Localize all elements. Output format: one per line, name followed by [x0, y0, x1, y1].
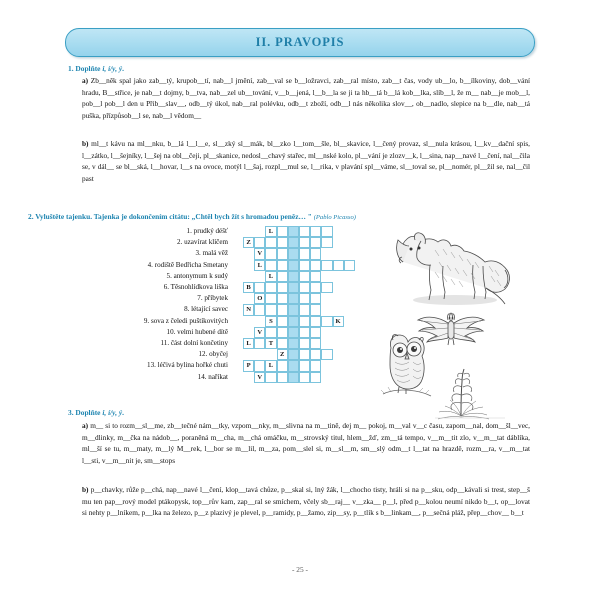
chapter-banner [65, 28, 535, 57]
crossword-cell[interactable] [254, 304, 265, 315]
crossword-cell[interactable] [277, 282, 288, 293]
crossword-cell[interactable] [265, 282, 276, 293]
crossword-cell[interactable] [310, 248, 321, 259]
crossword-cell[interactable]: L [254, 260, 265, 271]
crossword-cell[interactable] [310, 237, 321, 248]
crossword-cell[interactable] [321, 282, 332, 293]
crossword-cell[interactable] [299, 304, 310, 315]
crossword-cell[interactable] [277, 237, 288, 248]
crossword-cell[interactable] [265, 248, 276, 259]
fox-illustration [385, 232, 515, 310]
exercise-2-quote: „Chtěl bych žít s hromadou peněz… " [191, 212, 312, 221]
crossword-cell[interactable] [299, 338, 310, 349]
crossword-row [265, 271, 321, 282]
crossword-cell-solution[interactable] [288, 316, 299, 327]
crossword-cell[interactable] [299, 360, 310, 371]
crossword-cell[interactable] [265, 293, 276, 304]
crossword-row [254, 260, 355, 271]
crossword-cell[interactable] [277, 304, 288, 315]
chapter-title: II. PRAVOPIS [255, 35, 345, 49]
crossword-cell-solution[interactable] [288, 372, 299, 383]
crossword-cell[interactable] [299, 260, 310, 271]
crossword-cell[interactable] [310, 327, 321, 338]
crossword-cell[interactable] [299, 271, 310, 282]
crossword-cell[interactable] [277, 293, 288, 304]
crossword-cell[interactable] [277, 248, 288, 259]
crossword-cell-solution[interactable] [288, 349, 299, 360]
crossword-cell[interactable] [310, 349, 321, 360]
crossword-cell[interactable] [265, 327, 276, 338]
crossword-cell[interactable]: L [265, 271, 276, 282]
crossword-clue: 8. létající savec [184, 305, 228, 314]
exercise-3-item-b [82, 484, 530, 519]
crossword-row [254, 327, 321, 338]
crossword-cell-solution[interactable] [288, 360, 299, 371]
crossword-cell[interactable] [277, 260, 288, 271]
crossword-cell[interactable]: B [243, 282, 254, 293]
crossword-cell[interactable] [265, 237, 276, 248]
crossword-clue: 4. rodiště Bedřicha Smetany [147, 260, 228, 269]
crossword-cell[interactable] [277, 360, 288, 371]
crossword-cell[interactable] [299, 226, 310, 237]
crossword-cell[interactable]: L [243, 338, 254, 349]
exercise-1-heading [68, 64, 124, 73]
crossword-row [265, 316, 343, 327]
crossword-cell[interactable]: P [243, 360, 254, 371]
exercise-1-item-a-text: Zb__něk spal jako zab__tý, krupob__tí, nab__l jmění, zab__val se b__ložravci, zab__ral místo, zab__t čas, vody ub__lo, b__ílkoviny, dob__vání hradu, B__střice, je nab__t dojmy, b__tva, nab__zel ub__tování, v__b__jená, l__b__la se ji ta hb__tá b__lá kob__lka, slíb__l, že m__ nab__je mob__l, pob__l pob__l den u Přib__slav__, odb__tý úkol, nab__ral polévku, odb__t zboží, odb__l nás několika slov__, ob__nadlo, slepice na b__dle, nab__tá puška, přízpůsob__l se, nab__l vědom__ [82, 76, 530, 120]
crossword-cell-solution[interactable] [288, 338, 299, 349]
crossword-cell[interactable] [254, 282, 265, 293]
exercise-1-letters: i, í/y, ý [102, 64, 123, 73]
crossword-cell[interactable] [299, 293, 310, 304]
crossword-cell[interactable] [299, 248, 310, 259]
crossword-cell[interactable]: Z [277, 349, 288, 360]
exercise-3-item-a-text: m__ si to rozm__sl__me, zb__tečné nám__tky, vzpom__nky, m__slivna na m__tině, dej m__ pokoj, m__val v__c času, zapom__nal, dom__šl__vec, m__dlinky, m__čka na nádob__, poraněná m__cha, m__chá omáčku, m__strovský titul, hlem__žď, zm__tá tempo, v__m__tit zlo, v__m__tat dáblíka, ml__ší se tu, m__maty, m__lý M__rek, l__bor se m__lil, m__za, pom__slel si, m__sl__m, sm__slý odm__t l__tat na hrazdě, rozm__ra, v__m__tat l__sti, v__m__nit je, sm__stops [82, 421, 531, 465]
crossword-cell[interactable] [299, 237, 310, 248]
exercise-2-author: (Pablo Picasso) [313, 214, 356, 221]
crossword-cell[interactable] [277, 316, 288, 327]
crossword-cell[interactable]: V [254, 327, 265, 338]
crossword-row [243, 360, 321, 371]
crossword-cell-solution[interactable] [288, 248, 299, 259]
crossword-cell[interactable] [299, 349, 310, 360]
crossword-clue: 14. naříkat [197, 372, 228, 381]
exercise-1-item-b-label: b) [82, 139, 89, 148]
crossword-row [243, 282, 333, 293]
crossword-clue: 7. příbytek [197, 294, 228, 303]
crossword-clue: 13. léčivá bylina hořké chuti [147, 361, 228, 370]
crossword-cell[interactable]: V [254, 248, 265, 259]
crossword-cell[interactable] [310, 338, 321, 349]
exercise-3-item-a [82, 420, 530, 466]
crossword-clue: 9. sova z čeledi puštíkovitých [143, 316, 228, 325]
crossword-cell-solution[interactable] [288, 293, 299, 304]
crossword-cell[interactable] [333, 260, 344, 271]
exercise-3-period: . [122, 408, 125, 417]
crossword-cell[interactable]: K [333, 316, 344, 327]
crossword-clue: 12. obyčej [198, 350, 228, 359]
crossword-cell[interactable] [310, 304, 321, 315]
exercise-1-item-a-label: a) [82, 76, 89, 85]
exercise-2-instruction: Vyluštěte tajenku. Tajenka je dokončením citátu: [35, 212, 190, 221]
crossword-cell-solution[interactable] [288, 304, 299, 315]
crossword-cell[interactable]: L [265, 360, 276, 371]
crossword-cell-solution[interactable] [288, 237, 299, 248]
crossword-cell-solution[interactable] [288, 260, 299, 271]
exercise-1-item-a [82, 75, 530, 121]
crossword-cell[interactable] [299, 372, 310, 383]
exercise-3-letters: i, í/y, ý [102, 408, 123, 417]
crossword-cell[interactable] [299, 282, 310, 293]
crossword-cell[interactable] [277, 338, 288, 349]
exercise-3-number: 3. [68, 408, 74, 417]
crossword-row [243, 237, 333, 248]
crossword-clue: 1. prudký déšť [186, 227, 228, 235]
exercise-1-number: 1. [68, 64, 74, 73]
crossword-clue: 6. Těsnohlídkova liška [163, 283, 228, 291]
crossword-cell[interactable] [321, 349, 332, 360]
crossword-cell-solution[interactable] [288, 327, 299, 338]
crossword-cell[interactable]: S [265, 316, 276, 327]
exercise-2-number: 2. [28, 212, 34, 221]
crossword-cell[interactable] [299, 316, 310, 327]
exercise-3-item-b-label: b) [82, 485, 89, 494]
crossword-cell[interactable]: T [265, 338, 276, 349]
crossword-row [243, 304, 321, 315]
crossword-cell[interactable] [254, 237, 265, 248]
page-footer [0, 565, 600, 574]
crossword-cell[interactable]: V [254, 372, 265, 383]
crossword-cell-solution[interactable] [288, 282, 299, 293]
exercise-3-item-b-text: p__chavky, růže p__chá, nap__navé l__čení, klop__tavá chůze, p__skal si, lný žák, l__chocho tisty, hráli si na p__sku, odp__kávali si trest, step__š mu ten pap__rový model ptákopysk, top__rův kam, zap__ral se smíchem, včely sb__raj__ v__zka__ p__l, před p__kolou neumí nikdo b__t, op__lovat si nehty p__lníkem, p__lka na železo, p__z plazivý je plevel, p__ramidy, p__žamo, zip__sy, p__tlík s b__linkam__, p__sečná pláž, přep__chov__ b__t [82, 485, 531, 517]
crossword-cell[interactable] [277, 327, 288, 338]
crossword-row [254, 372, 321, 383]
crossword-cell[interactable] [310, 372, 321, 383]
crossword-clue: 2. uzavírat klíčem [176, 238, 228, 247]
crossword-cell[interactable] [310, 293, 321, 304]
crossword-row [254, 248, 321, 259]
crossword-cell[interactable] [265, 372, 276, 383]
crossword-cell-solution[interactable] [288, 226, 299, 237]
crossword-cell[interactable] [310, 282, 321, 293]
page-number: - 25 - [291, 565, 308, 574]
crossword-row [254, 293, 321, 304]
crossword-cell[interactable] [321, 237, 332, 248]
crossword-cell[interactable] [254, 360, 265, 371]
crossword-row [243, 338, 321, 349]
crossword-cell[interactable]: O [254, 293, 265, 304]
crossword-clue: 3. malá věž [195, 249, 228, 258]
crossword-cell[interactable] [277, 226, 288, 237]
crossword-cell[interactable] [310, 316, 321, 327]
crossword-cell[interactable] [299, 327, 310, 338]
crossword-cell[interactable] [277, 372, 288, 383]
crossword-cell[interactable] [344, 260, 355, 271]
crossword-cell[interactable] [265, 304, 276, 315]
crossword-cell[interactable]: N [243, 304, 254, 315]
crossword-cell[interactable]: Z [243, 237, 254, 248]
crossword-cell[interactable] [277, 271, 288, 282]
exercise-1-instruction: Doplňte [75, 64, 101, 73]
exercise-3-instruction: Doplňte [75, 408, 101, 417]
crossword-cell[interactable] [310, 271, 321, 282]
crossword-cell[interactable] [265, 260, 276, 271]
crossword-cell[interactable] [310, 226, 321, 237]
crossword-clue: 11. část dolní končetiny [160, 339, 228, 347]
exercise-2-heading [28, 212, 356, 221]
crossword-clue: 5. antonymum k sudý [166, 271, 228, 280]
crossword-cell[interactable] [310, 360, 321, 371]
exercise-1-period: . [122, 64, 125, 73]
chapter-banner-wrap [0, 28, 600, 57]
exercise-1-item-b [82, 138, 530, 184]
crossword-cell[interactable] [321, 260, 332, 271]
crossword-cell-solution[interactable] [288, 271, 299, 282]
crossword-row [265, 226, 332, 237]
crossword-cell[interactable] [254, 338, 265, 349]
crossword-cell[interactable] [321, 226, 332, 237]
owl-illustration [375, 332, 437, 398]
exercise-1-item-b-text: ml__t kávu na ml__nku, b__lá l__l__e, sl__zký sl__mák, bl__zko l__tom__šle, bl__skavice, l__čený provaz, sl__nula krásou, l__kv__dační spis, l__zátko, l__šejníky, l__šej na obl__čeji, pl__skanice, nedosl__chavý stařec, ml__nské kolo, pl__vání je zlozv__k, l__sina, nap__navé l__čení, nal__čila se, v dál__ se bl__ská, l__hovar, l__s na ovoce, motýl l__šaj, rozpl__mul se, l__rika, v plavání spl__váme, sl__toval se, pl__nomér, pl__žil se, nal__čil past [82, 139, 531, 183]
crossword-cell[interactable] [321, 316, 332, 327]
exercise-3-heading [68, 408, 124, 417]
crossword-cell[interactable]: L [265, 226, 276, 237]
exercise-3-item-a-label: a) [82, 421, 89, 430]
crossword-cell[interactable] [310, 260, 321, 271]
crossword-clue: 10. velmi hubené dítě [166, 327, 228, 336]
plant-illustration [435, 368, 505, 420]
crossword-row [277, 349, 333, 360]
